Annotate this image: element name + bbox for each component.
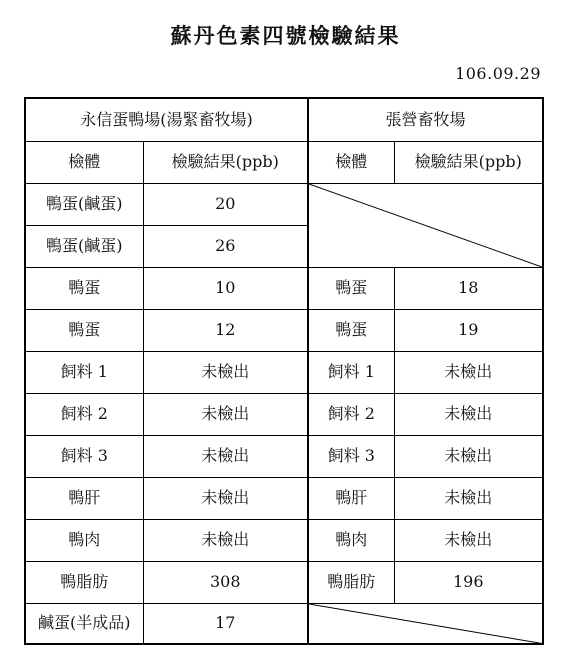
farm-a-sample: 鴨蛋 [25,267,143,309]
empty-diagonal-cell [308,183,543,267]
farm-a-result: 17 [143,603,308,644]
results-table [24,97,544,645]
farm-a-sample: 鴨蛋 [25,309,143,351]
page-title: 蘇丹色素四號檢驗結果 [170,23,401,48]
farm-b-sample: 鴨蛋 [308,267,394,309]
farm-b-result: 未檢出 [394,477,543,519]
table-row [25,267,543,309]
farm-a-sample: 鴨肉 [25,519,143,561]
farm-b-result: 未檢出 [394,351,543,393]
farm-a-result-header: 檢驗結果(ppb) [143,141,308,183]
farm-a-sample: 鴨肝 [25,477,143,519]
farm-a-result: 20 [143,183,308,225]
table-row [25,435,543,477]
farm-b-result-header: 檢驗結果(ppb) [394,141,543,183]
table-row [25,393,543,435]
farm-a-name: 永信蛋鴨場(湯緊畜牧場) [25,98,308,141]
farm-b-result: 未檢出 [394,435,543,477]
farm-a-sample: 鴨脂肪 [25,561,143,603]
farm-a-sample: 飼料 2 [25,393,143,435]
farm-header-row [25,98,543,141]
farm-b-result: 18 [394,267,543,309]
table-row [25,603,543,644]
farm-a-result: 未檢出 [143,477,308,519]
farm-b-result: 未檢出 [394,393,543,435]
farm-a-result: 未檢出 [143,393,308,435]
farm-a-result: 未檢出 [143,519,308,561]
farm-b-result: 未檢出 [394,519,543,561]
farm-b-name: 張營畜牧場 [308,98,543,141]
farm-b-result: 196 [394,561,543,603]
empty-diagonal-cell [308,603,543,644]
farm-a-result: 未檢出 [143,351,308,393]
table-row [25,477,543,519]
diagonal-line [309,184,542,267]
report-date: 106.09.29 [455,64,541,83]
farm-a-sample: 鹹蛋(半成品) [25,603,143,644]
table-row [25,351,543,393]
farm-a-result: 10 [143,267,308,309]
farm-b-sample: 鴨蛋 [308,309,394,351]
table-row [25,309,543,351]
table-row [25,183,543,225]
table-row [25,519,543,561]
farm-a-result: 12 [143,309,308,351]
table-row [25,561,543,603]
farm-b-sample: 鴨肝 [308,477,394,519]
farm-a-result: 26 [143,225,308,267]
farm-a-sample: 飼料 1 [25,351,143,393]
farm-b-sample: 鴨脂肪 [308,561,394,603]
farm-a-sample-header: 檢體 [25,141,143,183]
farm-b-sample: 鴨肉 [308,519,394,561]
farm-b-sample: 飼料 3 [308,435,394,477]
farm-a-sample: 飼料 3 [25,435,143,477]
farm-a-result: 未檢出 [143,435,308,477]
farm-a-sample: 鴨蛋(鹹蛋) [25,183,143,225]
farm-a-result: 308 [143,561,308,603]
farm-a-sample: 鴨蛋(鹹蛋) [25,225,143,267]
farm-b-sample: 飼料 1 [308,351,394,393]
farm-b-sample-header: 檢體 [308,141,394,183]
diagonal-line [309,604,542,644]
column-header-row [25,141,543,183]
farm-b-result: 19 [394,309,543,351]
farm-b-sample: 飼料 2 [308,393,394,435]
